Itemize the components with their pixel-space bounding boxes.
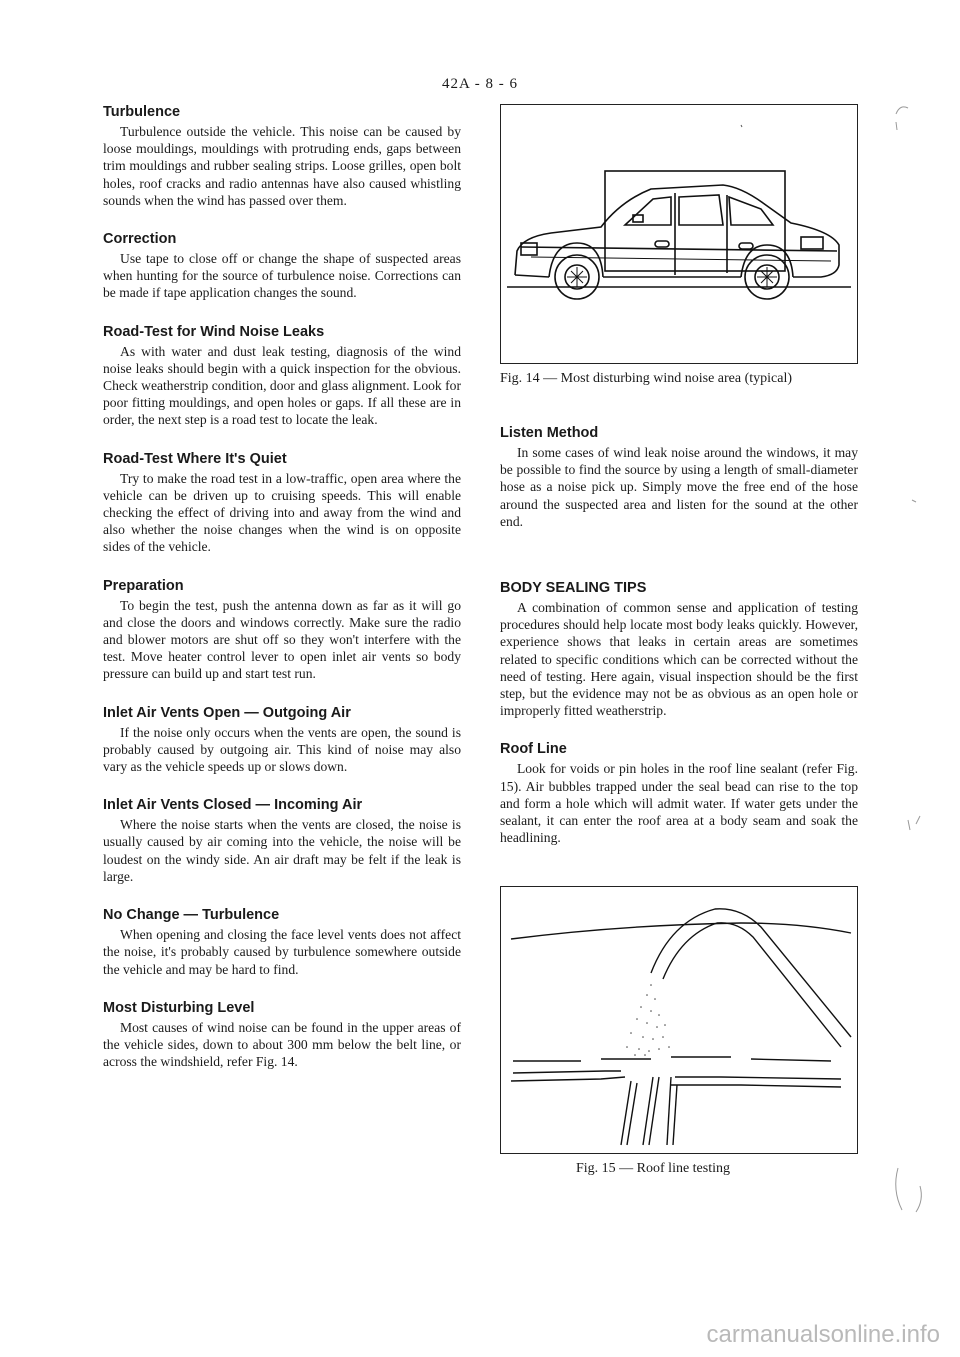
figure-15-roof-line [500,886,858,1154]
section-heading: Road-Test Where It's Quiet [103,450,287,467]
section-body: Try to make the road test in a low-traffic, open area where the vehicle can be driven up to cruising speeds. This will enable checking the effect of driving into and away from the wind and also whether the noise changes when the wind is on opposite sides of the vehicle. [103,470,461,555]
section-heading: No Change — Turbulence [103,907,280,924]
section-heading: Listen Method [500,425,599,441]
section-body: As with water and dust leak testing, diagnosis of the wind noise leaks should begin with a quick inspection for the obvious. Check weatherstrip condition, door and glass alignment. Look for poor fitting mouldings, and open holes or gaps. If all these are in order, the next step is a road test to locate the leak. [103,343,461,428]
section-heading: Inlet Air Vents Closed — Incoming Air [103,797,363,814]
water-spray [626,985,670,1057]
section-preparation [103,578,461,683]
left-column [103,104,461,1092]
roof-line-illustration [501,887,857,1151]
section-heading: Road-Test for Wind Noise Leaks [103,323,325,340]
section-body: Most causes of wind noise can be found in the upper areas of the vehicle sides, down to about 300 mm below the belt line, or across the windshield, refer Fig. 14. [103,1019,461,1070]
section-body: When opening and closing the face level vents does not affect the noise, it's probably caused by turbulence somewhere outside the vehicle and may be hard to find. [103,927,461,977]
section-body: Turbulence outside the vehicle. This noise can be caused by loose mouldings, mouldings with protruding ends, gaps between trim mouldings and rubber sealing strips. Loose grilles, open bolt holes, roof cracks and radio antennas have also caused whistling sounds when the wind has passed over them. [103,124,461,208]
page-number: 42A - 8 - 6 [442,76,518,92]
section-body: If the noise only occurs when the vents are open, the sound is probably caused by outgoing air. This kind of noise may also vary as the vehicle speeds up or slows down. [103,724,461,775]
section-body: Look for voids or pin holes in the roof line sealant (refer Fig. 15). Air bubbles trapped under the seal bead can rise to the top and form a hole which will admit water. If water gets under the sealant, it can enter the roof area at a body seam and soak the headlining. [500,761,858,846]
section-body: Where the noise starts when the vents are closed, the noise is usually caused by air coming into the vehicle, the noise will be loudest on the windy side. An air draft may be felt if the leak is large. [103,817,461,884]
section-heading: Roof Line [500,741,567,758]
figure-14-car [500,104,858,364]
figure-14-caption: Fig. 14 — Most disturbing wind noise area (typical) [500,371,793,386]
scan-specks [890,100,930,1220]
section-heading: Preparation [103,577,184,594]
section-vents-closed [103,797,461,885]
figure-15-caption: Fig. 15 — Roof line testing [576,1161,730,1177]
section-vents-open [103,705,461,776]
section-body: A combination of common sense and application of testing procedures should help locate most body leaks quickly. However, experience shows that leaks in certain areas are sometimes related to specific conditions which can be corrected without the need of testing. Here again, visual inspection should be the first step, but the evidence may not be as obvious as an open hole or improperly fitted weatherstrip. [500,600,858,719]
right-column [500,104,858,1177]
section-body: Use tape to close off or change the shape of suspected areas when hunting for the source of turbulence noise. Corrections can be made if tape application changes the sound. [103,251,461,301]
section-heading: Most Disturbing Level [103,999,255,1016]
section-heading: BODY SEALING TIPS [500,580,647,597]
section-body: To begin the test, push the antenna down as far as it will go and close the doors and windows correctly. Make sure the radio and blower motors are shut off so they won't interfere with the test. Move heater control lever to open inlet air vents so body pressure can build up and start test run. [103,597,461,682]
section-correction [103,231,461,302]
section-roof-line [500,741,858,846]
car-side-illustration [501,105,857,361]
section-heading: Correction [103,231,177,248]
section-most-disturbing-level [103,1000,461,1071]
section-listen-method [500,425,858,530]
section-heading: Turbulence [103,104,181,120]
section-body: In some cases of wind leak noise around the windows, it may be possible to find the source by using a length of small-diameter hose as a noise pick up. Simply move the free end of the hose around the suspected area and listen for the sound at the other end. [500,445,858,529]
section-road-test-quiet [103,451,461,556]
section-no-change [103,907,461,978]
section-heading: Inlet Air Vents Open — Outgoing Air [103,704,351,721]
section-turbulence [103,104,461,209]
section-body-sealing-tips [500,580,858,719]
section-road-test-wind-noise [103,324,461,429]
watermark: carmanualsonline.info [706,1321,940,1348]
